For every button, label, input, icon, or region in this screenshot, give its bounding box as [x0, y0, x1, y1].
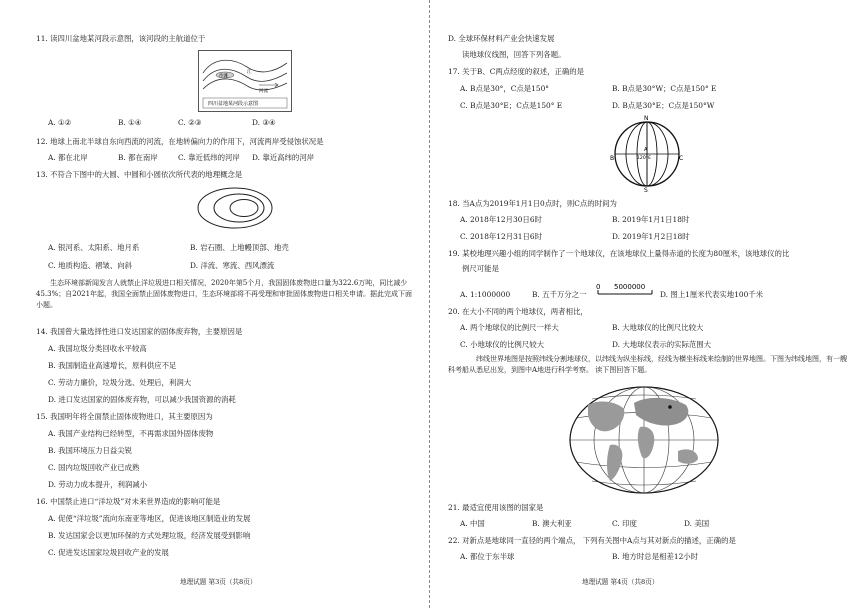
q16-option-a[interactable]: A. 促使“洋垃圾”流向东南亚等地区，促进该地区制造业的发展 [48, 514, 251, 523]
q18-option-b[interactable]: B. 2019年1月1日18时 [612, 215, 690, 224]
globe-label-a: A [644, 147, 648, 153]
q22-option-b[interactable]: B. 地方时总是相差12小时 [612, 552, 699, 561]
q16-option-b[interactable]: B. 发达国家会以更加环保的方式处理垃圾，经济发展受到影响 [48, 531, 251, 540]
left-page-footer: 地理试题 第3页（共8页） [180, 578, 257, 586]
q15-option-a[interactable]: A. 我国产业结构已经转型，不再需求国外固体废物 [48, 429, 214, 438]
q21-stem: 21. 最适宜使用该图的国家是 [448, 503, 544, 512]
q14-option-d[interactable]: D. 进口发达国家的固体废弃物，可以减少我国资源的消耗 [48, 395, 236, 404]
q11-stem: 11. 读四川盆地某河段示意图，该河段的主航道位于 [36, 34, 206, 43]
q17-intro: 读地球仪线图，回答下列各题。 [462, 50, 566, 59]
q13-stem: 13. 不符合下图中的大圆、中圆和小圆依次所代表的地理概念是 [36, 170, 243, 179]
q22-option-a[interactable]: A. 都位于东半球 [460, 552, 515, 561]
river-fig-caption: 四川盆地某河段示意图 [208, 101, 259, 107]
reading-passage: 生态环境部新闻发言人就禁止洋垃圾进口相关情况，2020年第5个月，我国固体废物进口量为322.6万吨，同比减少45.3%；自2021年起，我国全面禁止固体废物进口，生态环境部将不再受理和审批固体废物进口相关申请。据此完成下面小题。 [36, 279, 413, 309]
globe-label-s: S [644, 187, 648, 192]
q11-option-d[interactable]: D. ③④ [252, 118, 276, 127]
q19-stem: 19. 某校地理兴趣小组的同学制作了一个地球仪，在该地球仪上量得赤道的长度为80厘米，该地球仪的比 [448, 249, 790, 258]
q14-option-c[interactable]: C. 劳动力廉价，垃圾分选、处理后，利润大 [48, 378, 192, 387]
q13-option-a[interactable]: A. 银河系、太阳系、地月系 [48, 243, 140, 252]
globe-label-c: C [679, 155, 684, 162]
q16-option-c[interactable]: C. 促进发达国家垃圾回收产业的发展 [48, 548, 169, 557]
q19-option-d[interactable]: D. 图上1厘米代表实地100千米 [660, 290, 764, 299]
q12-option-d[interactable]: D. 靠近高纬的河岸 [252, 153, 315, 162]
q18-option-d[interactable]: D. 2019年1月2日18时 [612, 232, 690, 241]
q18-stem: 18. 当A点为2019年1月1日0点时，则C点的时间为 [448, 199, 617, 208]
q17-option-c[interactable]: C. B点是30°E；C点是150° E [460, 101, 563, 110]
q21-option-d[interactable]: D. 美国 [684, 519, 710, 528]
world-map-figure [568, 385, 720, 495]
river-fig-label: 沙滩 [219, 74, 228, 79]
scale-bar [594, 280, 658, 302]
q21-option-c[interactable]: C. 印度 [612, 519, 637, 528]
q15-option-c[interactable]: C. 国内垃圾回收产业已成熟 [48, 463, 140, 472]
globe-label-n: N [644, 115, 649, 122]
q20-option-d[interactable]: D. 大地球仪表示的实际范围大 [612, 340, 712, 349]
scale-zero: 0 [596, 283, 601, 291]
q20-option-b[interactable]: B. 大地球仪的比例尺比较大 [612, 323, 704, 332]
map-passage: 纬线世界地图是按照纬线分割地球仪，以纬线为纵坐标线，经线为横坐标线来绘制的世界地图。下图为纬线地图，有一艘科考船从悉尼出发，到图中A地进行科学考察。 读下图回答下题。 [448, 355, 847, 374]
q15-option-b[interactable]: B. 我国环境压力日益尖锐 [48, 446, 133, 455]
q12-option-a[interactable]: A. 都在北岸 [48, 153, 88, 162]
q20-stem: 20. 在大小不同的两个地球仪，两者相比， [448, 307, 588, 316]
nested-circles-figure [195, 185, 275, 231]
q17-option-a[interactable]: A. B点是30°，C点是150° [460, 84, 549, 93]
q19-option-b[interactable]: B. 五千万分之一 [532, 290, 587, 299]
q12-option-b[interactable]: B. 都在南岸 [118, 153, 158, 162]
q17-stem: 17. 关于B、C两点经度的叙述，正确的是 [448, 67, 585, 76]
q11-option-c[interactable]: C. ②③ [178, 118, 202, 127]
q15-stem: 15. 我国明年将全面禁止固体废物进口，其主要原因为 [36, 412, 213, 421]
q20-option-a[interactable]: A. 两个地球仪的比例尺一样大 [460, 323, 559, 332]
river-fig-label: 江 [247, 70, 252, 75]
q14-option-b[interactable]: B. 我国制造业高速增长，原料供应不足 [48, 361, 177, 370]
q11-option-b[interactable]: B. ①④ [118, 118, 142, 127]
globe-label-lon: 120°E [637, 156, 651, 161]
q18-option-a[interactable]: A. 2018年12月30日6时 [460, 215, 542, 224]
river-fig-label: 河流 [259, 89, 268, 94]
q22-stem: 22. 对新点是地球同一直径的两个端点， 下列有关图中A点与其对新点的描述，正确的是 [448, 536, 736, 545]
scale-value: 5000000 [614, 283, 646, 291]
right-page-footer: 地理试题 第4页（共8页） [582, 578, 659, 586]
q13-option-b[interactable]: B. 岩石圈、上地幔顶部、地壳 [190, 243, 289, 252]
q13-option-c[interactable]: C. 地质构造、褶皱、向斜 [48, 261, 132, 270]
q13-option-d[interactable]: D. 洋流、寒流、西风漂流 [190, 261, 275, 270]
globe-label-b: B [610, 155, 615, 162]
q12-option-c[interactable]: C. 靠近低纬的河岸 [178, 153, 240, 162]
q16-option-d[interactable]: D. 全球环保材料产业会快速发展 [448, 34, 555, 43]
globe-figure [610, 114, 684, 192]
q18-option-c[interactable]: C. 2018年12月31日6时 [460, 232, 542, 241]
river-figure [198, 50, 292, 112]
q14-stem: 14. 我国曾大量选择性进口发达国家的固体废弃物，主要原因是 [36, 327, 243, 336]
q12-stem: 12. 地球上南北半球自东向西流的河流，在地转偏向力的作用下，河流两岸受侵蚀状况是 [36, 137, 324, 146]
right-page [432, 0, 860, 608]
q11-option-a[interactable]: A. ①② [48, 118, 72, 127]
q16-stem: 16. 中国禁止进口“洋垃圾”对未来世界造成的影响可能是 [36, 497, 221, 506]
q15-option-d[interactable]: D. 劳动力成本提升，利润减小 [48, 480, 148, 489]
q19-option-a[interactable]: A. 1:1000000 [460, 290, 511, 299]
q17-option-d[interactable]: D. B点是30°E；C点是150°W [612, 101, 715, 110]
q14-option-a[interactable]: A. 我国垃圾分类回收水平较高 [48, 344, 147, 353]
q19-stem-cont: 例尺可能是 [462, 264, 499, 273]
q20-option-c[interactable]: C. 小地球仪的比例尺较大 [460, 340, 544, 349]
q21-option-b[interactable]: B. 澳大利亚 [532, 519, 572, 528]
q21-option-a[interactable]: A. 中国 [460, 519, 485, 528]
q17-option-b[interactable]: B. B点是30°W；C点是150° E [612, 84, 717, 93]
